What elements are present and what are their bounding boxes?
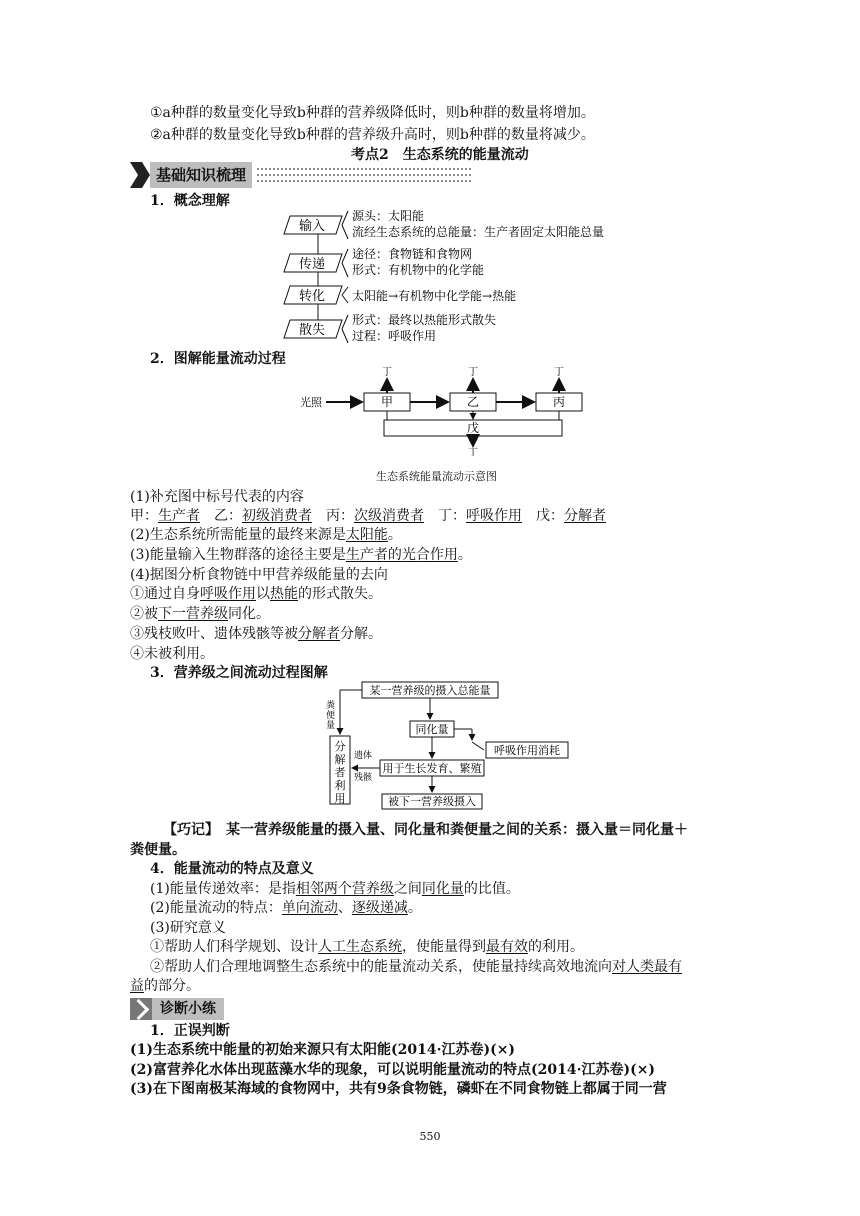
f1-post: 的比值。 (463, 881, 520, 897)
q3 (130, 546, 472, 564)
label-remains-2: 残骸 (354, 773, 373, 783)
q4-i2-post: 同化。 (228, 606, 270, 622)
q4-item-2 (130, 605, 270, 623)
concept-label-dissipate: 散失 (298, 323, 326, 338)
q1-p2: 乙： (200, 508, 242, 524)
label-growth: 用于生长发育、繁殖 (382, 762, 482, 775)
q1-a2: 初级消费者 (242, 508, 312, 524)
q2-ans: 太阳能 (345, 527, 388, 543)
q1-a1: 生产者 (158, 508, 200, 524)
q4-i3-post: 分解。 (340, 626, 382, 642)
f2-a: 单向流动 (281, 900, 338, 916)
label-jia: 甲 (380, 395, 394, 409)
f2-b: 逐级递减 (351, 900, 408, 916)
concept-label-convert: 转化 (298, 289, 326, 304)
banner2-label: 诊断小练 (152, 998, 224, 1020)
q4-i2-pre: ②被 (130, 606, 158, 622)
q4-item-3 (130, 625, 382, 643)
f1-a: 相邻两个营养级 (295, 881, 394, 897)
label-bing: 丙 (552, 395, 566, 409)
q1-head: (1)补充图中标号代表的内容 (130, 489, 304, 505)
label-remains-1: 遗体 (354, 751, 373, 761)
page-number: 550 (419, 1130, 441, 1143)
f32-l1-a: 对人类最有 (612, 959, 682, 975)
svg-text:者: 者 (334, 766, 346, 779)
q4-i1-pre: ①通过自身 (130, 586, 200, 602)
svg-text:用: 用 (334, 792, 346, 805)
label-intake: 某一营养级的摄入总能量 (369, 684, 491, 697)
label-assim: 同化量 (415, 723, 449, 736)
feature-3-1 (150, 938, 584, 956)
q1-a3: 次级消费者 (354, 508, 424, 524)
q4-i3-a: 分解者 (298, 626, 340, 642)
q4-i1-b: 热能 (270, 586, 298, 602)
f1-pre: (1)能量传递效率：是指 (150, 881, 296, 897)
label-resp: 呼吸作用消耗 (494, 744, 560, 757)
subsection-3-title: 3．营养级之间流动过程图解 (150, 665, 328, 681)
q4-i1-mid: 以 (256, 586, 270, 602)
f1-mid: 之间 (393, 881, 422, 897)
feature-3-2-line-2 (130, 977, 200, 995)
light-label: 光照 (300, 396, 322, 409)
q3-post: 。 (457, 547, 472, 563)
section-title: 考点2 生态系统的能量流动 (351, 147, 529, 163)
q2-pre: (2)生态系统所需能量的最终来源是 (130, 527, 346, 543)
concept-line-transfer-2: 形式：有机物中的化学能 (352, 263, 485, 277)
subsection-4-title: 4．能量流动的特点及意义 (150, 861, 314, 877)
concept-item-dissipate (284, 312, 496, 343)
label-feces-3: 量 (326, 721, 336, 731)
flow-caption: 生态系统能量流动示意图 (376, 470, 497, 483)
q1-p1: 甲： (130, 508, 158, 524)
concept-item-transfer (284, 246, 484, 277)
subsection-1-title: 1．概念理解 (150, 193, 230, 209)
q1-answers (130, 507, 606, 525)
dotted-rule (256, 166, 471, 184)
tip-line-1 (163, 821, 688, 839)
feature-3: (3)研究意义 (150, 920, 226, 936)
concept-label-transfer: 传递 (298, 257, 326, 272)
f2-pre: (2)能量流动的特点： (150, 900, 282, 916)
q4-item-1 (130, 585, 382, 603)
f31-b: 最有效 (486, 939, 528, 955)
q1-a4: 呼吸作用 (466, 508, 522, 524)
f1-b: 同化量 (421, 881, 464, 897)
q4-i3-pre: ③残枝败叶、遗体残骸等被 (130, 626, 298, 642)
practice-item-2: (2)富营养化水体出现蓝藻水华的现象，可以说明能量流动的特点(2014·江苏卷)(×) (130, 1062, 656, 1078)
label-feces-2: 便 (326, 711, 336, 721)
q4-i2-a: 下一营养级 (158, 606, 228, 622)
q4-head: (4)据图分析食物链中甲营养级能量的去向 (130, 567, 388, 583)
f31-post: 的利用。 (528, 939, 584, 955)
q3-ans: 生产者的光合作用 (345, 547, 458, 563)
concept-label-input: 输入 (298, 219, 326, 234)
f31-pre: ①帮助人们科学规划、设计 (150, 939, 318, 955)
label-feces-1: 粪 (326, 701, 336, 711)
energy-flow-diagram (300, 366, 600, 456)
concept-item-convert (284, 286, 516, 304)
basic-knowledge-banner (130, 162, 471, 188)
q1-p3: 丙： (312, 508, 354, 524)
concept-line-input-1: 源头：太阳能 (352, 209, 425, 223)
q2-post: 。 (387, 527, 402, 543)
tip-line-2: 粪便量。 (130, 842, 186, 858)
label-yi: 乙 (466, 395, 480, 409)
subsection-2-title: 2．图解能量流动过程 (150, 351, 286, 367)
practice-1-title: 1．正误判断 (150, 1023, 230, 1039)
concept-line-transfer-1: 途径：食物链和食物网 (352, 247, 473, 261)
feature-1 (150, 880, 520, 898)
concept-line-dissipate-1: 形式：最终以热能形式散失 (352, 313, 497, 327)
practice-item-1: (1)生态系统中能量的初始来源只有太阳能(2014·江苏卷)(×) (130, 1042, 516, 1058)
f32-l2-a: 益 (130, 978, 144, 994)
q1-p4: 丁： (424, 508, 466, 524)
intro-line-2: ②a种群的数量变化导致b种群的营养级升高时，则b种群的数量将减少。 (150, 127, 595, 143)
q4-i1-a: 呼吸作用 (200, 586, 256, 602)
label-next: 被下一营养级摄入 (388, 795, 476, 808)
q1-a5: 分解者 (564, 508, 606, 524)
practice-item-3: (3)在下图南极某海域的食物网中，共有9条食物链，磷虾在不同食物链上都属于同一营 (130, 1081, 667, 1097)
concept-line-dissipate-2: 过程：呼吸作用 (352, 329, 437, 343)
label-ding-3: 丁 (554, 367, 564, 378)
practice-banner (130, 997, 224, 1021)
label-ding-1: 丁 (382, 367, 392, 378)
feature-3-2-line-1 (150, 958, 682, 976)
concept-item-input (284, 208, 604, 239)
concept-line-convert-1: 太阳能→有机物中化学能→热能 (352, 289, 517, 303)
intro-line-1: ①a种群的数量变化导致b种群的营养级降低时，则b种群的数量将增加。 (150, 105, 595, 121)
concept-diagram (280, 205, 620, 345)
label-ding-4: 丁 (468, 448, 478, 456)
q3-pre: (3)能量输入生物群落的途径主要是 (130, 547, 346, 563)
label-ding-2: 丁 (468, 367, 478, 378)
banner-label: 基础知识梳理 (150, 162, 252, 188)
chevron-icon (130, 162, 150, 188)
concept-line-input-2: 流经生态系统的总能量：生产者固定太阳能总量 (352, 225, 605, 239)
q2 (130, 526, 402, 544)
svg-text:解: 解 (334, 753, 346, 766)
f32-l2-post: 的部分。 (144, 978, 200, 994)
feature-2 (150, 899, 422, 917)
label-wu: 戊 (466, 421, 480, 435)
f2-post: 。 (407, 900, 422, 916)
svg-text:利: 利 (334, 779, 346, 792)
tip-text-1: 某一营养级能量的摄入量、同化量和粪便量之间的关系：摄入量＝同化量＋ (212, 822, 688, 838)
q1-p5: 戊： (522, 508, 564, 524)
trophic-flow-diagram (320, 680, 570, 810)
check-arrow-icon (130, 998, 152, 1020)
f31-a: 人工生态系统 (318, 939, 402, 955)
q4-item-4: ④未被利用。 (130, 646, 214, 662)
tip-label: 【巧记】 (163, 822, 212, 838)
q4-i1-post: 的形式散失。 (298, 586, 382, 602)
f32-l1-pre: ②帮助人们合理地调整生态系统中的能量流动关系，使能量持续高效地流向 (150, 959, 612, 975)
f2-mid: 、 (337, 900, 352, 916)
svg-text:分: 分 (334, 740, 346, 753)
f31-mid: ，使能量得到 (402, 939, 486, 955)
